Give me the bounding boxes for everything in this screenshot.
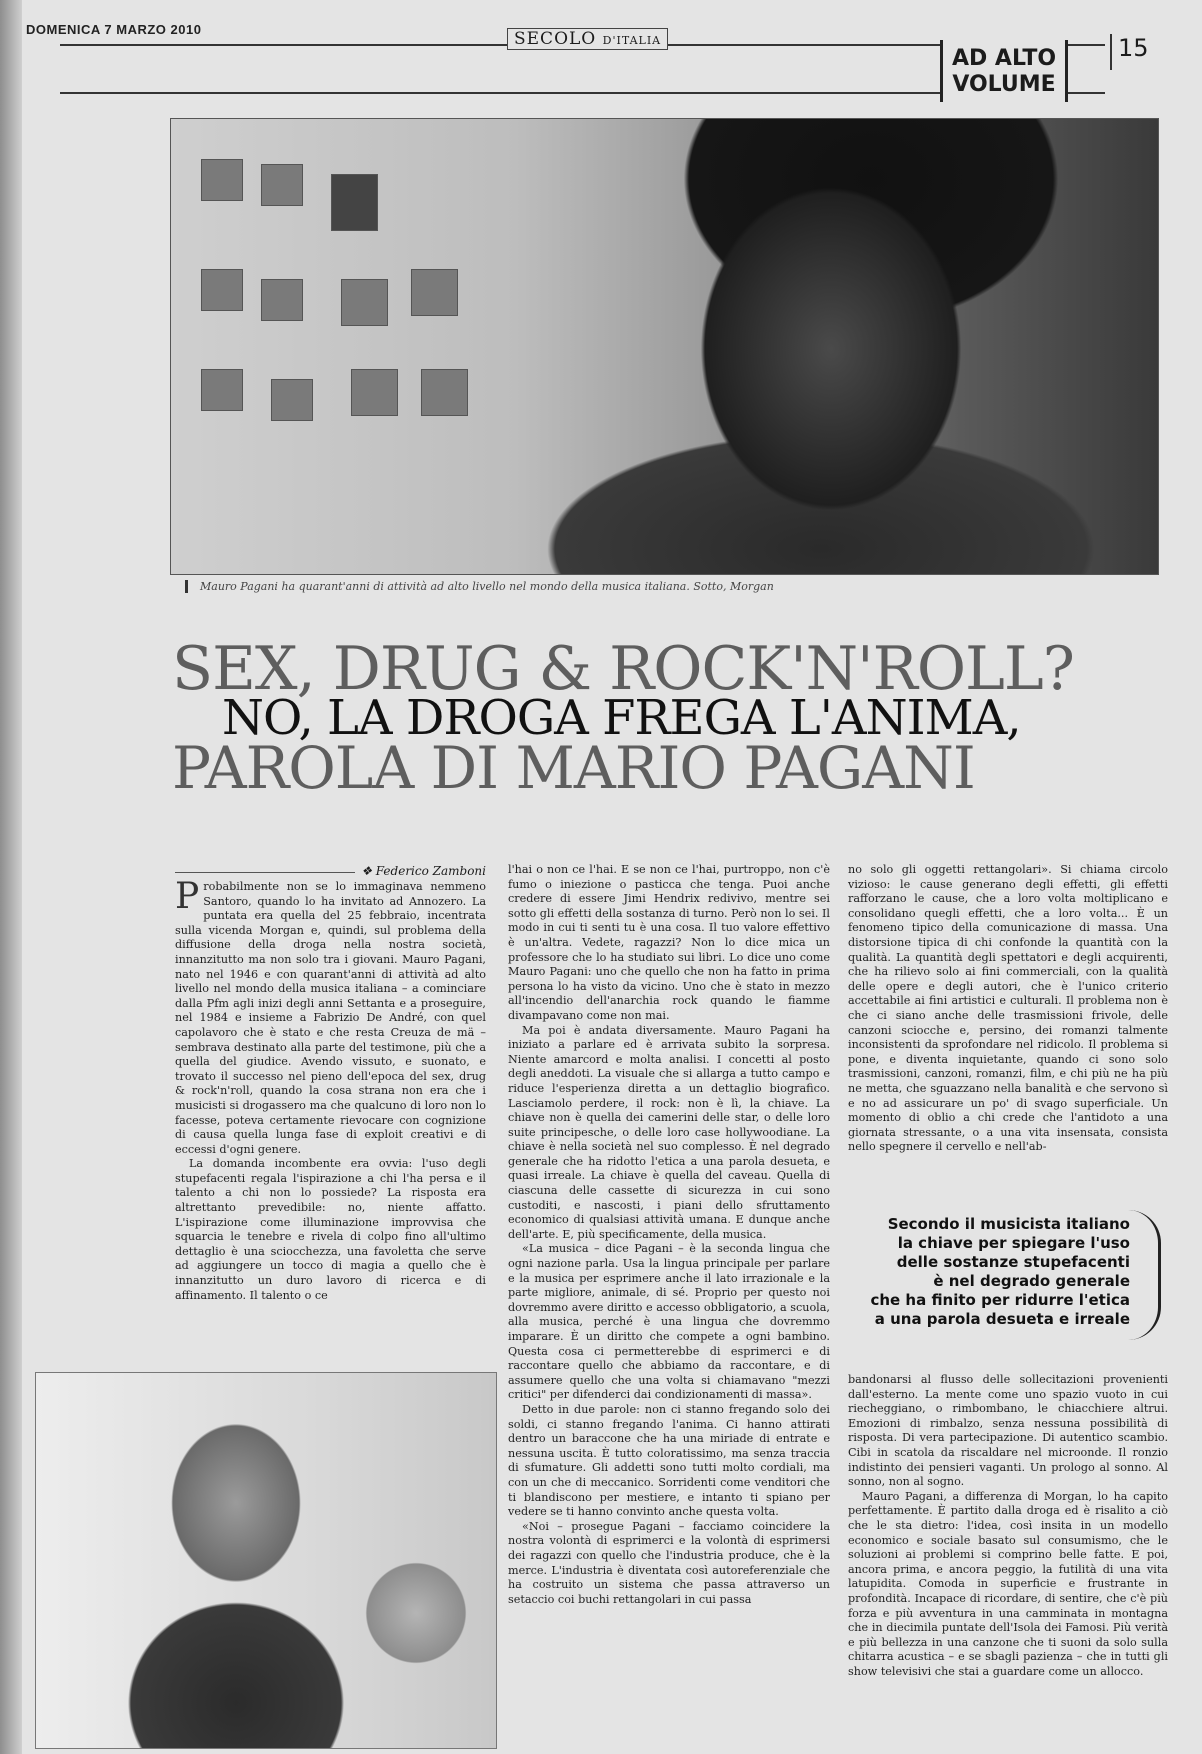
newspaper-name: SECOLO: [514, 29, 597, 49]
byline: ❖ Federico Zamboni: [175, 864, 486, 878]
photo-caption: Mauro Pagani ha quarant'anni di attività ad alto livello nel mondo della musica italiana. Sotto, Morgan: [185, 580, 960, 593]
wall-artwork: [331, 174, 378, 231]
article-paragraph: Ma poi è andata diversamente. Mauro Pagani ha iniziato a parlare ed è arrivata subito la sorpresa. Niente amarcord e molta analisi. I concetti al posto degli aneddoti. La visuale che si allarga a tutto campo e riduce l'esperienza diretta a un dettaglio biografico. Lasciamolo perdere, il rock: non è lì, la chiave. La chiave non è quella dei camerini delle star, o delle loro suite principesche, o delle loro case hollywoodiane. La chiave è nella società nel suo complesso. È nel degrado generale che ha ridotto l'etica a una parola desueta, e quasi irreale. La chiave è quella del caveau. Quella di ciascuna delle cassette di sicurezza in cui sono custoditi, e nascosti, i piani dello sfruttamento economico di qualsiasi attività umana. E dunque anche dell'arte. E, più specificamente, della musica.: [508, 1023, 830, 1241]
wall-artwork: [421, 369, 468, 416]
wall-artwork: [201, 369, 243, 411]
article-paragraph: l'hai o non ce l'hai. E se non ce l'hai, purtroppo, non c'è fumo o iniezione o pasticca che tenga. Puoi anche credere di essere Jimi Hendrix redivivo, mentre sei sotto gli effetti della sostanza di turno. Però non lo sei. Il modo in cui ti senti tu è una cosa. Il tuo valore effettivo è un'altra. Vedete, ragazzi? Non lo dice mica un professore che lo ha studiato sui libri. Lo dice uno come Mauro Pagani: uno che quello che non ha fatto in prima persona lo ha visto da vicino. Uno che è stato in mezzo all'incendio dell'anarchia rock quando le fiamme divampavano come non mai.: [508, 863, 830, 1022]
pull-quote-line: a una parola desueta e irreale: [874, 1310, 1130, 1328]
headline-line1: SEX, DRUG & ROCK'N'ROLL?: [172, 634, 1074, 704]
article-paragraph: «La musica – dice Pagani – è la seconda lingua che ogni nazione parla. Usa la lingua principale per parlare e la musica per esprimere anche il lato irrazionale e la parte migliore, animale, di sé. Proprio per questo noi dovremmo avere diritto e accesso obbligatorio, a scuola, alla musica, perché è una lingua che dovremmo imparare. È un diritto che compete a ogni bambino. Questa cosa ci permetterebbe di esprimerci e di raccontare quello che abbiamo da raccontare, e di assumere quello che una volta si chiamavano "mezzi critici" per difenderci dai condizionamenti di massa».: [508, 1242, 830, 1402]
main-photo-mauro-pagani: [170, 118, 1159, 575]
drop-cap: P: [175, 876, 200, 917]
article-column-2: [508, 863, 830, 1607]
issue-date: DOMENICA 7 MARZO 2010: [26, 22, 202, 37]
newspaper-name-suffix: D'ITALIA: [602, 34, 662, 47]
article-paragraph: bandonarsi al flusso delle sollecitazioni provenienti dall'esterno. La mente come uno spazio vuoto in cui riecheggiano, o rimbombano, le chiacchiere altrui. Emozioni di rimbalzo, senza nessuna possibilità di risposta. Di vera partecipazione. Di autentico scambio. Cibi in scatola da riscaldare nel microonde. Il ronzio indistinto dei pensieri vaganti. Un prologo al sonno. Al sonno, non al sogno.: [848, 1373, 1168, 1489]
wall-artwork: [261, 164, 303, 206]
wall-artwork: [201, 159, 243, 201]
wall-artwork: [341, 279, 388, 326]
newspaper-masthead: [507, 28, 668, 50]
article-paragraph: La domanda incombente era ovvia: l'uso degli stupefacenti regala l'ispirazione a chi l'ha persa e il talento a chi non lo possiede? La risposta era altrettanto prevedibile: no, niente affatto. L'ispirazione come illuminazione improvvisa che squarcia le tenebre e rivela di colpo fino all'ultimo dettaglio è una sciocchezza, una favoletta che serve ad aggiungere un tocco di magia a quello che è innanzitutto un duro lavoro di ricerca e di affinamento. Il talento o ce: [175, 1157, 486, 1302]
wall-artwork: [201, 269, 243, 311]
headline-line3: PAROLA DI MARIO PAGANI: [172, 734, 975, 802]
section-label-line1: AD ALTO: [951, 46, 1057, 71]
headline-line2: NO, LA DROGA FREGA L'ANIMA,: [222, 690, 1021, 746]
article-paragraph: no solo gli oggetti rettangolari». Si chiama circolo vizioso: le cause generano degli effetti, gli effetti rafforzano le cause, che a loro volta moltiplicano e consolidano quegli effetti, che a loro volta... È un fenomeno tipico della comunicazione di massa. Una distorsione tipica di chi confonde la quantità con la qualità. La quantità degli spettatori e degli acquirenti, che ha rilievo solo ai fini commerciali, con la qualità delle opere e degli autori, che è l'unico criterio accettabile ai fini artistici e culturali. Il problema non è che ci siano anche delle trasmissioni frivole, delle canzoni sciocche e, persino, dei romanzi talmente inconsistenti da sprofondare nel ridicolo. Il problema si pone, e diventa inquietante, quando ci sono solo trasmissioni, canzoni, romanzi, film, e chi più ne ha più ne metta, che sguazzano nella banalità e che servono sì e no ad assicurare un po' di svago superficiale. Un momento di oblio a chi crede che l'antidoto a una giornata stressante, o a una vita insensata, consista nello spegnere il cervello e nell'ab-: [848, 863, 1168, 1154]
article-column-1: [175, 876, 486, 1303]
pull-quote-line: Secondo il musicista italiano: [887, 1215, 1130, 1233]
pull-quote-line: che ha finito per ridurre l'etica: [870, 1291, 1130, 1309]
wall-artwork: [261, 279, 303, 321]
article-paragraph: Mauro Pagani, a differenza di Morgan, lo ha capito perfettamente. È partito dalla droga ed è risalito a ciò che le sta dietro: l'idea, così insita in un modello economico e sociale basato sul consumismo, che le soluzioni ai problemi si comprino belle fatte. E poi, ancora prima, e ancora peggio, la futilità di una vita latupidita. Comoda in superficie e frustrante in profondità. Incapace di ricordare, di sentire, che c'è più forza e più avventura in una camminata in montagna che in diecimila puntate dell'Isola dei Famosi. Più verità e più bellezza in una canzone che ti suoni da solo sulla chitarra acustica – e se sbagli pazienza – che in tutti gli show televisivi che stai a guardare come un allocco.: [848, 1489, 1168, 1678]
article-paragraph: «Noi – prosegue Pagani – facciamo coincidere la nostra volontà di esprimerci e la volontà di esprimersi dei ragazzi con quello che l'industria produce, che è la merce. L'industria è diventata così autoreferenziale che ha costruito un sistema che passa attraverso un setaccio coi buchi rettangolari in cui passa: [508, 1519, 830, 1606]
pull-quote-bracket: [1128, 1210, 1161, 1340]
article-column-3: [848, 863, 1168, 1155]
page-number: 15: [1110, 34, 1150, 70]
wall-artwork: [351, 369, 398, 416]
wall-artwork: [411, 269, 458, 316]
section-label: [940, 40, 1068, 102]
wall-artwork: [271, 379, 313, 421]
pull-quote-line: la chiave per spiegare l'uso: [897, 1234, 1130, 1252]
article-paragraph: Probabilmente non se lo immaginava nemmeno Santoro, quando lo ha invitato ad Annozero. La puntata era quella del 25 febbraio, incentrata sulla vicenda Morgan e, quindi, sul problema della diffusione della droga nella nostra società, innanzitutto ma non solo tra i giovani. Mauro Pagani, nato nel 1946 e con quarant'anni di attività ad alto livello nel mondo della musica italiana – a cominciare dalla Pfm agli inizi degli anni Settanta e a proseguire, nel 1984 e insieme a Fabrizio De André, con quel capolavoro che è stato e che resta Creuza de mä – sembrava destinato alla parte del testimone, più che a quella del giudice. Avendo vissuto, e suonato, e trovato il successo nel pieno dell'epoca del sex, drug & rock'n'roll, quando la cosa strana non era che i musicisti si drogassero ma che qualcuno di loro non lo facesse, poteva certamente rievocare con cognizione di causa quella lunga fase di exploit creativi e di eccessi d'ogni genere.: [175, 876, 486, 1156]
page-fold-shadow: [0, 0, 22, 1754]
pull-quote: [862, 1215, 1130, 1329]
pull-quote-line: è nel degrado generale: [933, 1272, 1130, 1290]
author-name: Federico Zamboni: [375, 864, 486, 878]
section-label-line2: VOLUME: [952, 72, 1056, 97]
article-column-3-continued: [848, 1373, 1168, 1679]
pull-quote-line: delle sostanze stupefacenti: [896, 1253, 1130, 1271]
article-paragraph: Detto in due parole: non ci stanno fregando solo dei soldi, ci stanno fregando l'anima. Ci hanno attirati dentro un baraccone che ha una miriade di entrate e nessuna uscita. È tutto coloratissimo, ma senza traccia di sfumature. Gli addetti sono tutti molto cordiali, ma con un che di meccanico. Sorridenti come venditori che ti blandiscono per mestiere, e intanto ti spiano per vedere se ti hanno convinto anche questa volta.: [508, 1402, 830, 1519]
secondary-photo-morgan: [35, 1372, 497, 1749]
